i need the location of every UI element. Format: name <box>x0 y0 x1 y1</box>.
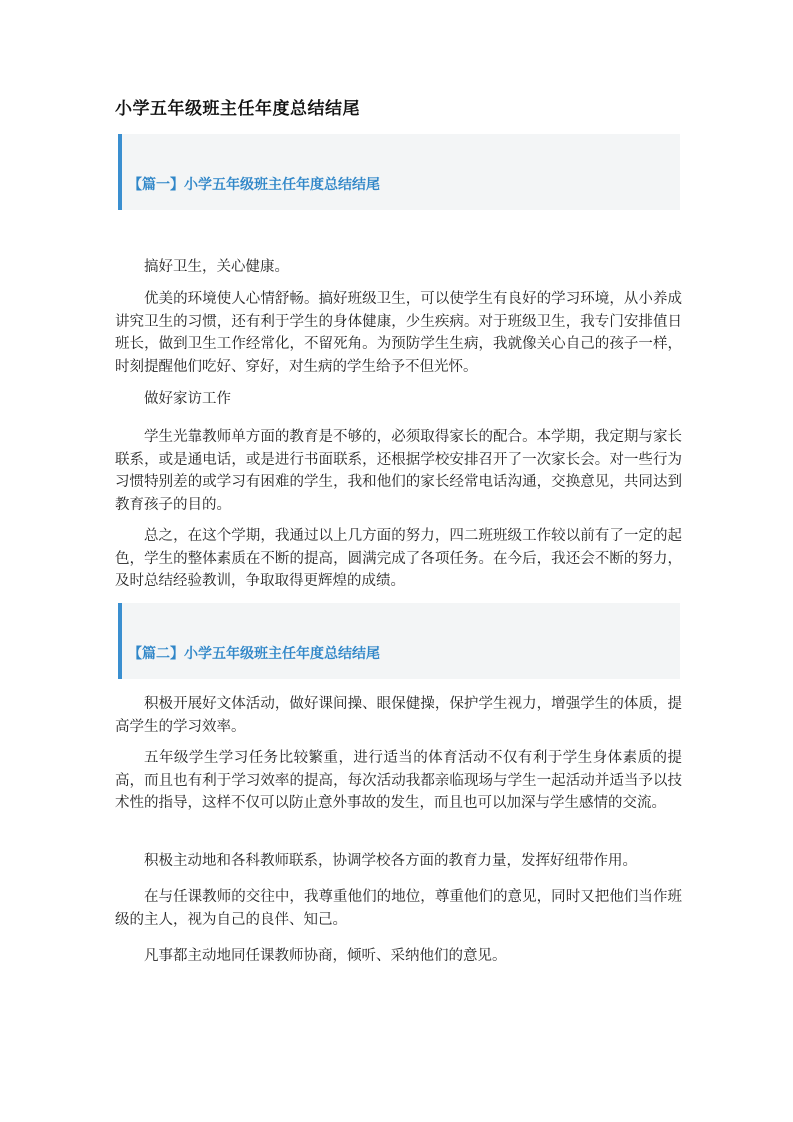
section-header-label: 【篇二】小学五年级班主任年度总结结尾 <box>128 646 380 662</box>
section-header-label: 【篇一】小学五年级班主任年度总结结尾 <box>128 177 380 193</box>
paragraph: 学生光靠教师单方面的教育是不够的，必须取得家长的配合。本学期，我定期与家长联系，或是通电话，或是进行书面联系，还根据学校安排召开了一次家长会。对一些行为习惯特别差的或学习有困难的学生，我和他们的家长经常电话沟通，交换意见，共同达到教育孩子的目的。 <box>115 429 682 513</box>
paragraph: 在与任课教师的交往中，我尊重他们的地位，尊重他们的意见，同时又把他们当作班级的主人，视为自己的良伴、知己。 <box>115 889 682 928</box>
paragraph: 总之，在这个学期，我通过以上几方面的努力，四二班班级工作较以前有了一定的起色，学生的整体素质在不断的提高，圆满完成了各项任务。在今后，我还会不断的努力，及时总结经验教训，争取取得更辉煌的成绩。 <box>115 528 682 589</box>
paragraph: 搞好卫生，关心健康。 <box>144 259 289 275</box>
paragraph: 做好家访工作 <box>144 391 231 407</box>
paragraph: 积极开展好文体活动，做好课间操、眼保健操，保护学生视力，增强学生的体质，提高学生的学习效率。 <box>115 696 682 735</box>
paragraph: 积极主动地和各科教师联系，协调学校各方面的教育力量，发挥好纽带作用。 <box>144 853 637 869</box>
section-header-2 <box>118 603 680 679</box>
paragraph: 优美的环境使人心情舒畅。搞好班级卫生，可以使学生有良好的学习环境，从小养成讲究卫生的习惯，还有利于学生的身体健康，少生疾病。对于班级卫生，我专门安排值日班长，做到卫生工作经常化，不留死角。为预防学生生病，我就像关心自己的孩子一样，时刻提醒他们吃好、穿好，对生病的学生给予不但光怀。 <box>115 291 682 375</box>
page-title: 小学五年级班主任年度总结结尾 <box>115 99 360 119</box>
paragraph: 五年级学生学习任务比较繁重，进行适当的体育活动不仅有利于学生身体素质的提高，而且也有利于学习效率的提高，每次活动我都亲临现场与学生一起活动并适当予以技术性的指导，这样不仅可以防止意外事故的发生，而且也可以加深与学生感情的交流。 <box>115 750 682 811</box>
paragraph: 凡事都主动地同任课教师协商，倾听、采纳他们的意见。 <box>144 948 507 964</box>
section-header-1 <box>118 134 680 210</box>
